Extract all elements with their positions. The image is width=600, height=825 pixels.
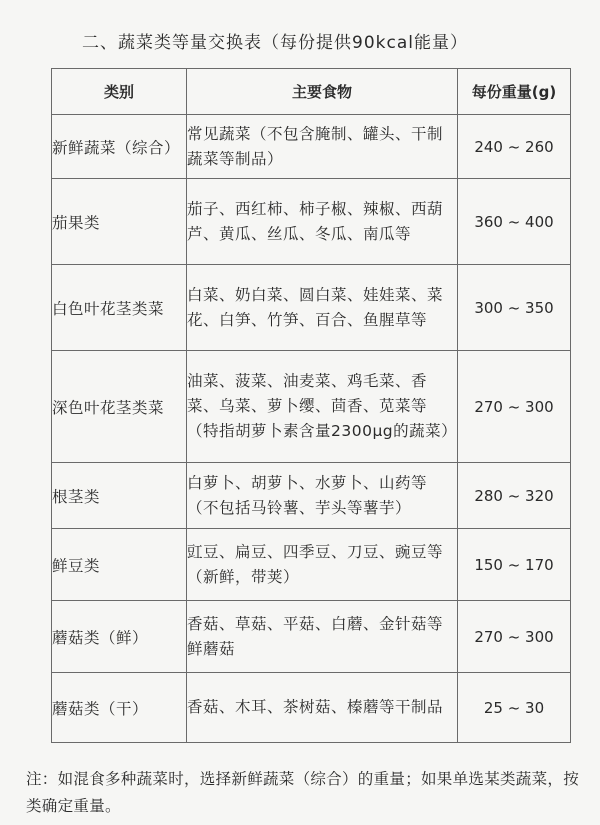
category-cell: 蘑菇类（干） <box>52 673 187 743</box>
table-row <box>52 351 571 463</box>
category-cell: 蘑菇类（鲜） <box>52 601 187 673</box>
table-row <box>52 673 571 743</box>
foods-cell: 豇豆、扁豆、四季豆、刀豆、豌豆等（新鲜，带荚） <box>187 529 458 601</box>
table-row <box>52 115 571 179</box>
vegetable-exchange-table <box>51 68 571 743</box>
foods-cell: 茄子、西红柿、柿子椒、辣椒、西葫芦、黄瓜、丝瓜、冬瓜、南瓜等 <box>187 179 458 265</box>
foods-cell: 香菇、草菇、平菇、白蘑、金针菇等鲜蘑菇 <box>187 601 458 673</box>
weight-cell: 280 ~ 320 <box>458 463 571 529</box>
category-cell: 白色叶花茎类菜 <box>52 265 187 351</box>
category-cell: 根茎类 <box>52 463 187 529</box>
table-row <box>52 265 571 351</box>
table-row <box>52 179 571 265</box>
footnote: 注：如混食多种蔬菜时，选择新鲜蔬菜（综合）的重量；如果单选某类蔬菜，按类确定重量。 <box>26 770 580 815</box>
table-header-row <box>52 69 571 115</box>
weight-cell: 270 ~ 300 <box>458 351 571 463</box>
category-cell: 新鲜蔬菜（综合） <box>52 115 187 179</box>
weight-cell: 240 ~ 260 <box>458 115 571 179</box>
category-cell: 鲜豆类 <box>52 529 187 601</box>
header-weight: 每份重量(g) <box>458 69 571 115</box>
foods-cell: 白菜、奶白菜、圆白菜、娃娃菜、菜花、白笋、竹笋、百合、鱼腥草等 <box>187 265 458 351</box>
foods-cell: 香菇、木耳、茶树菇、榛蘑等干制品 <box>187 673 458 743</box>
weight-cell: 150 ~ 170 <box>458 529 571 601</box>
foods-cell: 白萝卜、胡萝卜、水萝卜、山药等（不包括马铃薯、芋头等薯芋） <box>187 463 458 529</box>
header-category: 类别 <box>52 69 187 115</box>
table-title: 二、蔬菜类等量交换表（每份提供90kcal能量） <box>82 33 468 53</box>
foods-cell: 油菜、菠菜、油麦菜、鸡毛菜、香菜、乌菜、萝卜缨、茴香、苋菜等（特指胡萝卜素含量2300μg的蔬菜） <box>187 351 458 463</box>
table-row <box>52 601 571 673</box>
foods-cell: 常见蔬菜（不包含腌制、罐头、干制蔬菜等制品） <box>187 115 458 179</box>
weight-cell: 25 ~ 30 <box>458 673 571 743</box>
weight-cell: 270 ~ 300 <box>458 601 571 673</box>
weight-cell: 360 ~ 400 <box>458 179 571 265</box>
table-row <box>52 529 571 601</box>
category-cell: 深色叶花茎类菜 <box>52 351 187 463</box>
category-cell: 茄果类 <box>52 179 187 265</box>
table-row <box>52 463 571 529</box>
header-foods: 主要食物 <box>187 69 458 115</box>
weight-cell: 300 ~ 350 <box>458 265 571 351</box>
